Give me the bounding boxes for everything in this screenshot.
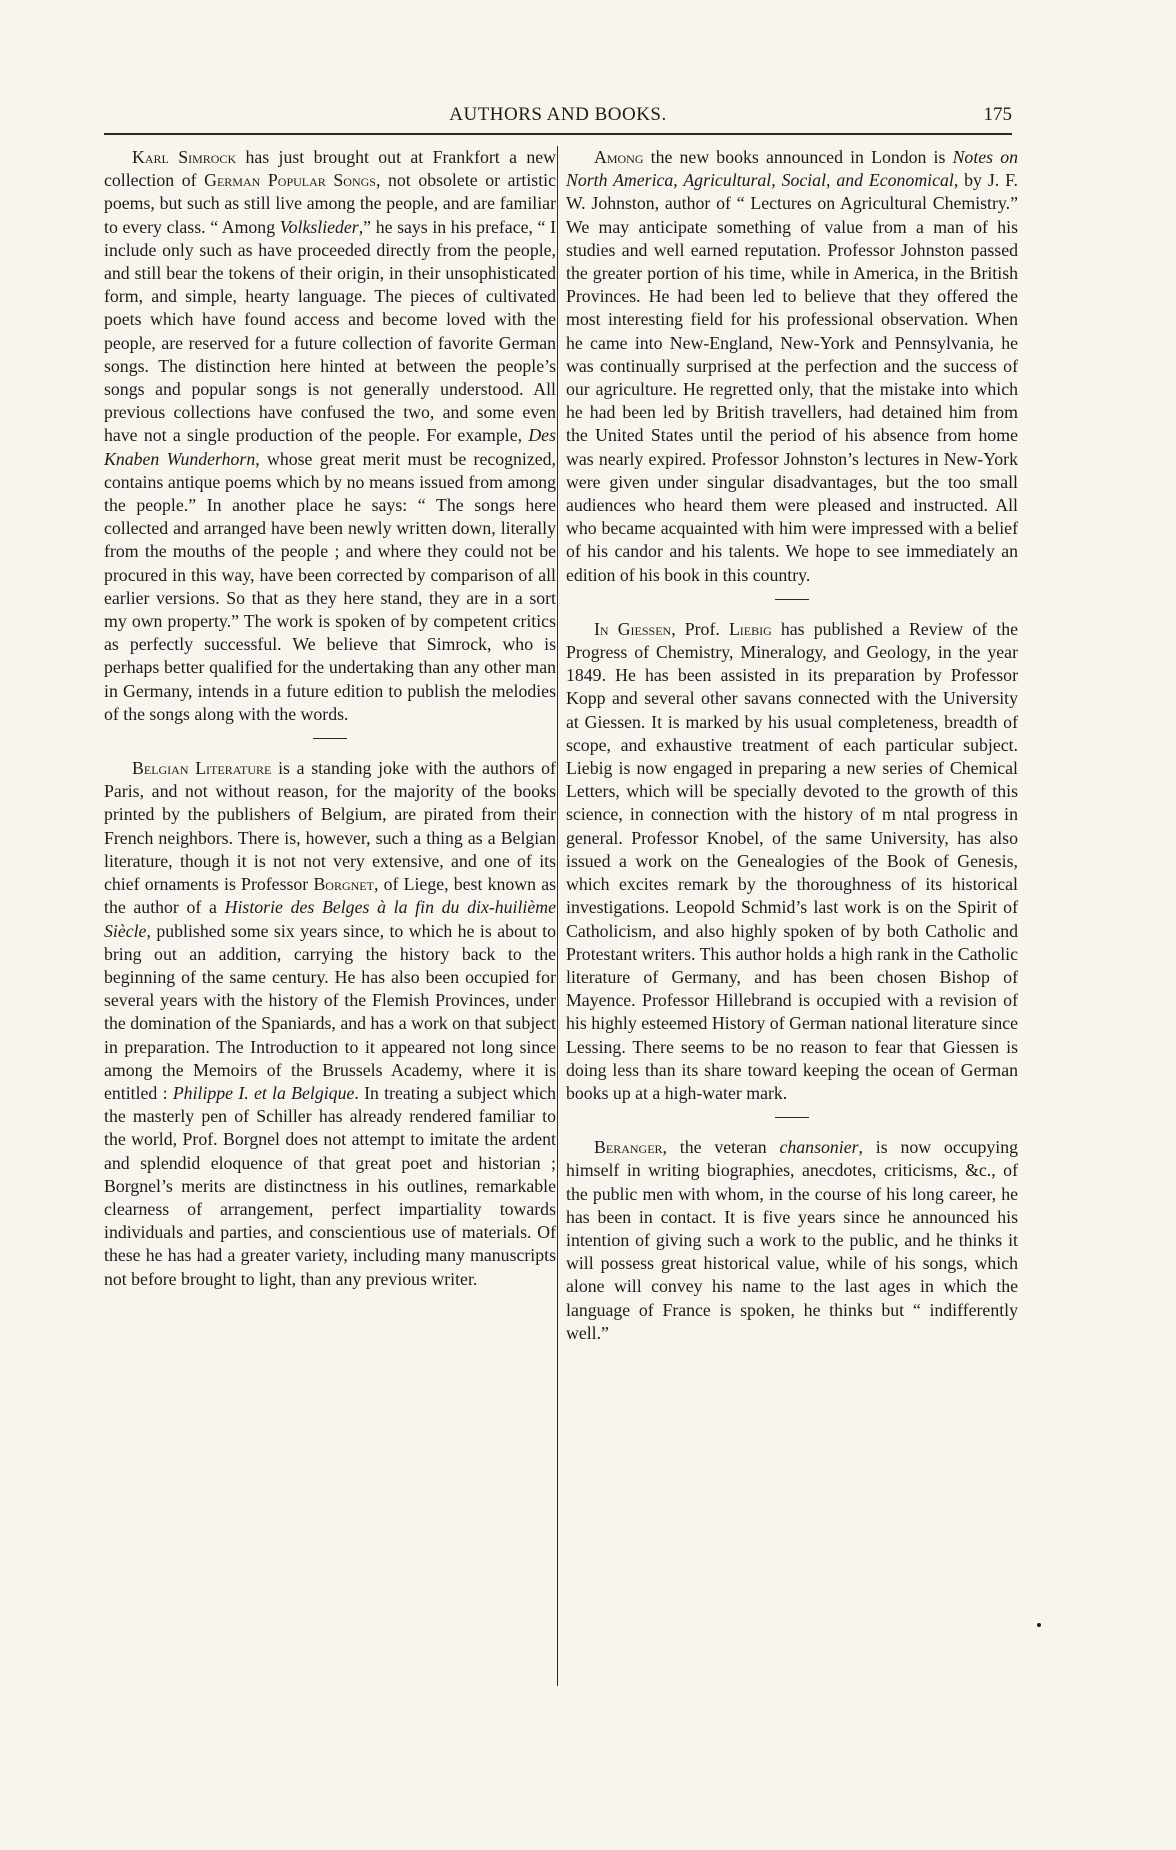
text-run: , is now occupying himself in writing biographies, anecdotes, criticisms, &c., of the public men with whom, in the course of his long career, he has been in contact. It is five years since he announced his intention of giving such a work to the public, and he thinks it will possess great historical value, while of his songs, which alone will convey his name to the last ages in which the language of France is spoken, he thinks but “ indifferently well.”: [566, 1137, 1018, 1343]
book-title: Historie des Belges à la fin du dix-huilième Siècle: [104, 897, 556, 941]
author-name: Borgnet: [313, 874, 374, 895]
italic-term: Volkslieder: [279, 216, 359, 237]
section-separator: [775, 1117, 809, 1118]
section-separator: [775, 599, 809, 600]
beranger-lead: Beranger: [594, 1137, 663, 1158]
text-run: , of Liege, best known as the author of a: [104, 874, 557, 918]
column-divider: [557, 146, 558, 1686]
johnston-lead: Among: [594, 147, 644, 167]
text-run: , not obsolete or artistic poems, but such as still live among the people, and are familiar to every class. “ Among: [104, 170, 556, 237]
author-name: Liebig: [728, 618, 772, 639]
giessen-lead: In Giessen: [594, 618, 672, 639]
print-speck: [1037, 1623, 1041, 1627]
belgian-paragraph: [104, 757, 556, 1291]
text-run: has just brought out at Frankfort a new collection of: [104, 147, 556, 191]
simrock-name: Karl Simrock: [132, 147, 237, 167]
text-run: the new books announced in London is: [643, 147, 953, 167]
header-rule: [104, 133, 1012, 135]
page-header: [104, 100, 1012, 130]
collection-title: German Popular Songs: [204, 170, 376, 191]
text-run: , whose great merit must be recognized, contains antique poems which by no means issued from among the people.” In another place he says: “ The songs here collected and arranged have been newly written down, literally from the mouths of the people ; and where they could not be procured in this way, have been corrected by comparison of all earlier versions. So that as they here stand, they are in a sort my own property.” The work is spoken of by competent critics as perfectly successful. We believe that Simrock, who is perhaps better qualified for the undertaking than any other man in Germany, intends in a future edition to publish the melodies of the songs along with the words.: [104, 448, 556, 724]
running-title: AUTHORS AND BOOKS.: [449, 104, 667, 125]
simrock-paragraph: [104, 146, 556, 726]
italic-term: chansonier: [779, 1137, 859, 1158]
left-column: [104, 146, 556, 1291]
text-run: has published a Review of the Progress of Chemistry, Mineralogy, and Geology, in the year 1849. He has been assisted in its preparation by Professor Kopp and several other savans connected with the University at Giessen. It is marked by his usual completeness, breadth of scope, and exhaustive treatment of each particular subject. Liebig is now engaged in preparing a new series of Chemical Letters, which will be specially devoted to the growth of this science, in connection with the history of m ntal progress in general. Professor Knobel, of the same University, has also issued a work on the Genealogies of the Book of Genesis, which excites remark by the thoroughness of its historical investigations. Leopold Schmid’s last work is on the Spirit of Catholicism, and also highly spoken of by both Catholic and Protestant writers. This author holds a high rank in the Catholic literature of Germany, and has been chosen Bishop of Mayence. Professor Hillebrand is occupied with a revision of his highly esteemed History of German national literature since Lessing. There seems to be no reason to fear that Giessen is doing less than its share toward keeping the ocean of German books up at a high-water mark.: [566, 618, 1019, 1103]
book-title: Notes on North America, Agricultural, Social, and Economical: [566, 147, 1018, 191]
book-title: Philippe I. et la Belgique: [172, 1082, 355, 1103]
johnston-paragraph: [566, 146, 1018, 587]
text-run: . In treating a subject which the masterly pen of Schiller has already rendered familiar to the world, Prof. Borgnel does not attempt to imitate the ardent and splendid eloquence of that great poet and historian ; Borgnel’s merits are distinctness in his outlines, remarkable clearness of arrangement, perfect impartiality towards individuals and parties, and conscientious use of materials. Of these he has had a greater variety, including many manuscripts not before brought to light, than any previous writer.: [104, 1082, 556, 1289]
page-number: 175: [983, 104, 1012, 125]
text-run: is a standing joke with the authors of Paris, and not without reason, for the majority of the books printed by the publishers of Belgium, are pirated from their French neighbors. There is, however, such a thing as a Belgian literature, though it is not not very extensive, and one of its chief ornaments is Professor: [104, 758, 556, 895]
belgian-lead: Belgian Literature: [132, 758, 272, 779]
text-run: ,” he says in his preface, “ I include only such as have proceeded directly from the people, and still bear the tokens of their origin, in their unsophisticated form, and simple, hearty language. The pieces of cultivated poets which have found access and become loved with the people, are reserved for a future collection of favorite German songs. The distinction here hinted at between the people’s songs and popular songs is not generally understood. All previous collections have confused the two, and some even have not a single production of the people. For example,: [104, 216, 556, 446]
right-column: [566, 146, 1018, 1345]
beranger-paragraph: [566, 1136, 1018, 1345]
book-title: Des Knaben Wunderhorn: [104, 425, 556, 469]
text-run: , the veteran: [662, 1137, 780, 1158]
section-separator: [313, 738, 347, 739]
text-run: , published some six years since, to which he is about to bring out an addition, carrying the history back to the beginning of the same century. He has also been occupied for several years with the history of the Flemish Provinces, under the domination of the Spaniards, and has a work on that subject in preparation. The Introduction to it appeared not long since among the Memoirs of the Brussels Academy, where it is entitled :: [104, 920, 556, 1103]
text-run: , Prof.: [671, 618, 729, 639]
text-run: , by J. F. W. Johnston, author of “ Lectures on Agricultural Chemistry.” We may anticipate something of value from a man of his studies and well earned reputation. Professor Johnston passed the greater portion of his time, while in America, in the British Provinces. He had been led to believe that they offered the most interesting field for his professional observation. When he came into New-England, New-York and Pennsylvania, he was continually surprised at the perfection and the success of our agriculture. He regretted only, that the mistake into which he had been led by British travellers, had detained him from the United States until the period of his absence from home was nearly expired. Professor Johnston’s lectures in New-York were given under singular disadvantages, but the too small audiences who heard them were pleased and instructed. All who became acquainted with him were impressed with a belief of his candor and his talents. We hope to see immediately an edition of his book in this country.: [566, 170, 1018, 585]
giessen-paragraph: [566, 618, 1018, 1105]
